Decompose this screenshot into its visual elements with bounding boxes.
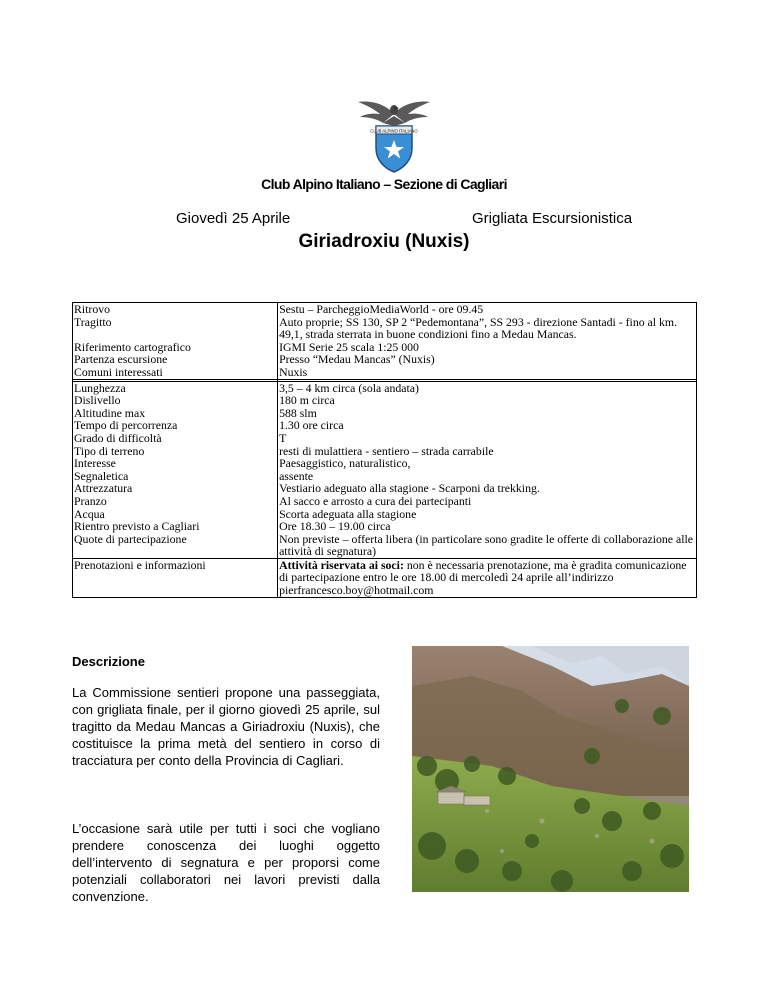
label-tragitto: Tragitto	[74, 314, 112, 329]
value-lunghezza: 3,5 – 4 km circa (sola andata)	[279, 380, 419, 395]
label-attrezzatura: Attrezzatura	[74, 481, 133, 496]
members-only-note: Attività riservata ai soci:	[279, 557, 404, 572]
label-lunghezza: Lunghezza	[74, 380, 126, 395]
label-interesse: Interesse	[74, 456, 116, 471]
event-date: Giovedì 25 Aprile	[176, 210, 291, 227]
label-comuni: Comuni interessati	[74, 364, 163, 379]
label-tempo: Tempo di percorrenza	[74, 418, 178, 433]
value-terreno: resti di mulattiera - sentiero – strada carrabile	[279, 443, 494, 458]
label-ritrovo: Ritrovo	[74, 302, 111, 316]
label-terreno: Tipo di terreno	[74, 443, 145, 458]
svg-text:CLUB ALPINO ITALIANO: CLUB ALPINO ITALIANO	[370, 128, 418, 134]
eagle-icon	[358, 102, 430, 127]
value-quote: Non previste – offerta libera (in particolare sono gradite le offerte di collaborazione alle attività di segnatura)	[279, 531, 693, 559]
value-acqua: Scorta adeguata alla stagione	[279, 506, 417, 521]
label-prenotazioni: Prenotazioni e informazioni	[74, 557, 206, 572]
value-partenza: Presso “Medau Mancas” (Nuxis)	[279, 352, 435, 367]
shield-icon	[370, 126, 418, 172]
value-rientro: Ore 18.30 – 19.00 circa	[279, 519, 391, 534]
table-row	[73, 381, 697, 558]
page-title: Giriadroxiu (Nuxis)	[298, 231, 470, 252]
landscape-photo	[412, 646, 689, 892]
value-ritrovo: Sestu – ParcheggioMediaWorld - ore 09.45	[279, 302, 484, 316]
value-dislivello: 180 m circa	[279, 393, 335, 408]
table-row	[73, 558, 697, 597]
description-heading: Descrizione	[72, 654, 145, 669]
organization-name: Club Alpino Italiano – Sezione di Cagliari	[261, 176, 507, 192]
value-altitudine: 588 slm	[279, 405, 317, 420]
value-pranzo: Al sacco e arrosto a cura dei partecipanti	[279, 493, 472, 508]
table-row	[73, 303, 697, 380]
label-riferimento: Riferimento cartografico	[74, 339, 191, 354]
label-segnaletica: Segnaletica	[74, 468, 129, 483]
label-altitudine: Altitudine max	[74, 405, 146, 420]
info-table	[72, 302, 697, 598]
description-paragraph: L’occasione sarà utile per tutti i soci che vogliano prendere conoscenza dei luoghi oggetto dell’intervento di segnatura e per proporsi come potenziali collaboratori nei lavori previsti dalla convenzione.	[72, 821, 380, 904]
event-type: Grigliata Escursionistica	[472, 210, 633, 227]
value-tempo: 1.30 ore circa	[279, 418, 344, 433]
label-partenza: Partenza escursione	[74, 352, 168, 367]
value-segnaletica: assente	[279, 468, 314, 483]
value-tragitto: Auto proprie; SS 130, SP 2 “Pedemontana”, SS 293 - direzione Santadi - fino al km. 49,1, strada sterrata in buone condizioni fino a Medau Mancas.	[279, 314, 678, 342]
description-paragraph: La Commissione sentieri propone una passeggiata, con grigliata finale, per il giorno giovedì 25 aprile, sul tragitto da Medau Mancas a Giriadroxiu (Nuxis), che costituisce la prima metà del sentiero in corso di tracciatura per conto della Provincia di Cagliari.	[72, 685, 380, 768]
label-pranzo: Pranzo	[74, 493, 107, 508]
label-quote: Quote di partecipazione	[74, 531, 187, 546]
cai-logo	[356, 96, 432, 176]
value-comuni: Nuxis	[279, 364, 308, 379]
label-grado: Grado di difficoltà	[74, 430, 162, 445]
label-dislivello: Dislivello	[74, 393, 121, 408]
label-rientro: Rientro previsto a Cagliari	[74, 519, 200, 534]
value-attrezzatura: Vestiario adeguato alla stagione - Scarponi da trekking.	[279, 481, 540, 496]
value-riferimento: IGMI Serie 25 scala 1:25 000	[279, 339, 419, 354]
label-acqua: Acqua	[74, 506, 105, 521]
value-prenotazioni: Attività riservata ai soci: non è necessaria prenotazione, ma è gradita comunicazione di partecipazione entro le ore 18.00 di mercoledì 24 aprile all’indirizzo pierfrancesco.boy@hotmail.com	[279, 557, 687, 598]
value-grado: T	[279, 430, 287, 445]
value-interesse: Paesaggistico, naturalistico,	[279, 456, 411, 471]
